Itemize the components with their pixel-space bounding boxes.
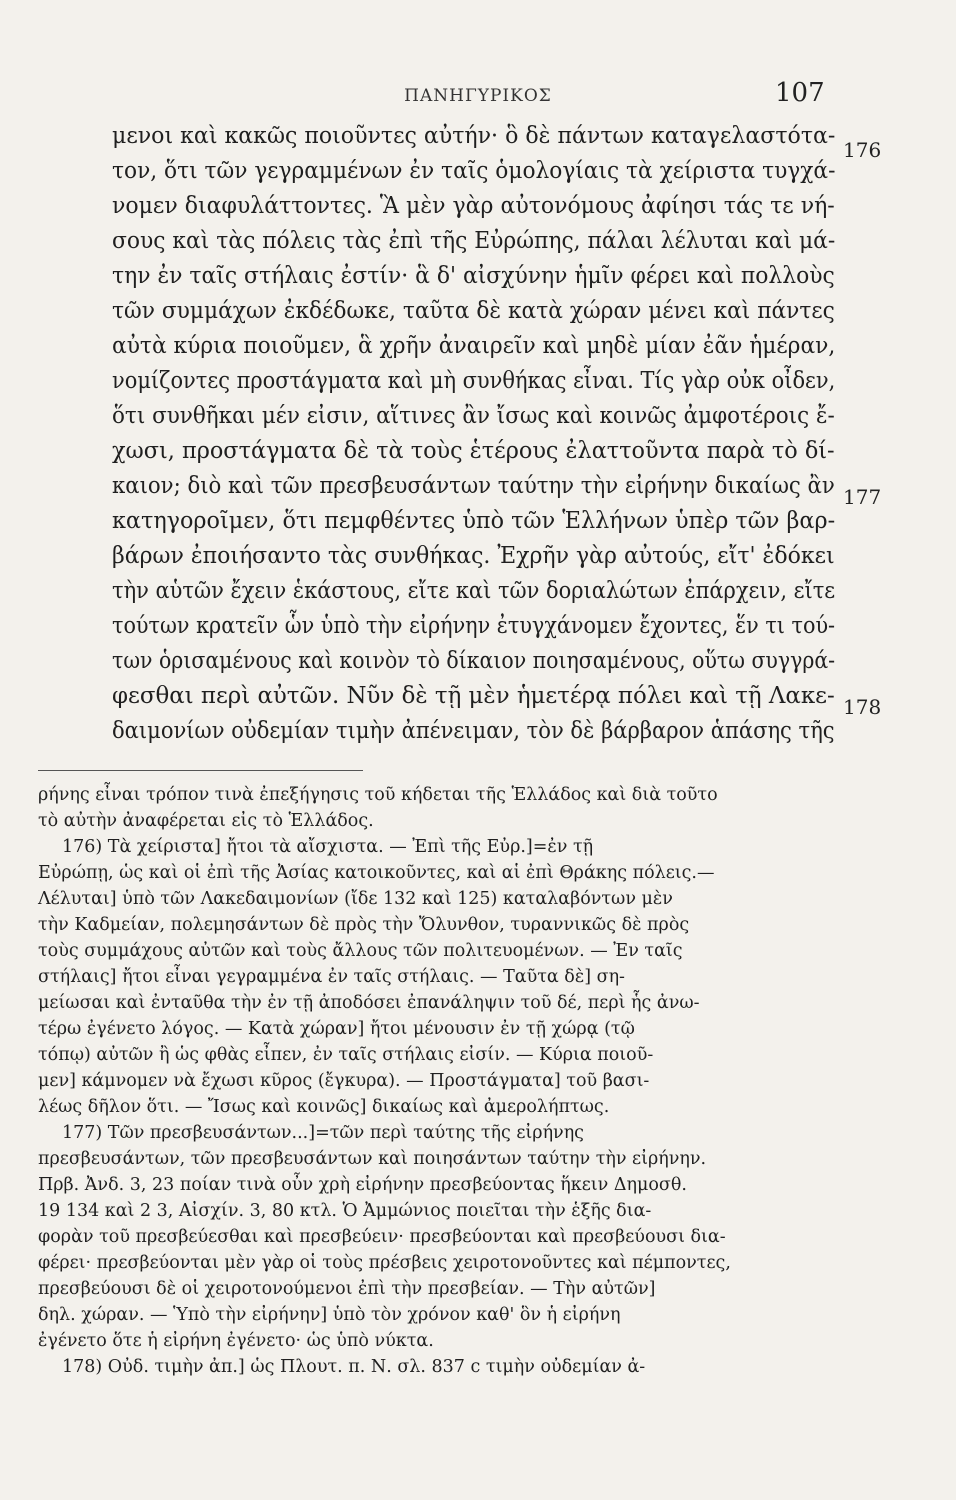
- note-line: μείωσαι καὶ ἐνταῦθα τὴν ἐν τῇ ἀποδόσει ἐπανάληψιν τοῦ δέ, περὶ ἧς ἀνω-: [38, 993, 700, 1013]
- note-line: τοὺς συμμάχους αὐτῶν καὶ τοὺς ἄλλους τῶν πολιτευομένων. — Ἐν ταῖς: [38, 941, 683, 961]
- text-line: σους καὶ τὰς πόλεις τὰς ἐπὶ τῆς Εὐρώπης, πάλαι λέλυται καὶ μά-: [112, 226, 836, 254]
- note-line: 177) Τῶν πρεσβευσάντων...]=τῶν περὶ ταύτης τῆς εἰρήνης: [62, 1123, 584, 1143]
- text-line: τον, ὅτι τῶν γεγραμμένων ἐν ταῖς ὁμολογίαις τὰ χείριστα τυγχά-: [112, 156, 836, 184]
- text-line: τῶν συμμάχων ἐκδέδωκε, ταῦτα δὲ κατὰ χώραν μένει καὶ πάντες: [112, 296, 835, 324]
- text-line: φεσθαι περὶ αὐτῶν. Νῦν δὲ τῇ μὲν ἡμετέρᾳ πόλει καὶ τῇ Λακε-: [112, 681, 835, 709]
- text-line: τούτων κρατεῖν ὧν ὑπὸ τὴν εἰρήνην ἐτυγχάνομεν ἔχοντες, ἕν τι τού-: [112, 611, 836, 639]
- margin-section-number: 178: [843, 695, 882, 719]
- note-line: ρήνης εἶναι τρόπον τινὰ ἐπεξήγησις τοῦ κήδεται τῆς Ἑλλάδος καὶ διὰ τοῦτο: [38, 785, 718, 805]
- text-line: καιον; διὸ καὶ τῶν πρεσβευσάντων ταύτην τὴν εἰρήνην δικαίως ἂν: [112, 471, 835, 499]
- text-line: νομεν διαφυλάττοντες. Ἃ μὲν γὰρ αὐτονόμους ἀφίησι τάς τε νή-: [112, 191, 835, 219]
- note-line: δηλ. χώραν. — Ὑπὸ τὴν εἰρήνην] ὑπὸ τὸν χρόνον καθ' ὃν ἡ εἰρήνη: [38, 1305, 621, 1325]
- note-line: τὸ αὐτὴν ἀναφέρεται εἰς τὸ Ἑλλάδος.: [38, 811, 374, 831]
- note-line: μεν] κάμνομεν νὰ ἔχωσι κῦρος (ἔγκυρα). — Προστάγματα] τοῦ βασι-: [38, 1071, 650, 1091]
- note-line: 178) Οὐδ. τιμὴν ἀπ.] ὡς Πλουτ. π. Ν. σλ. 837 c τιμὴν οὐδεμίαν ἀ-: [62, 1357, 646, 1377]
- footnote-rule: [38, 770, 363, 771]
- note-line: λέως δῆλον ὅτι. — Ἴσως καὶ κοινῶς] δικαίως καὶ ἀμερολήπτως.: [38, 1097, 610, 1117]
- margin-section-number: 177: [843, 485, 882, 509]
- note-line: ἐγένετο ὅτε ἡ εἰρήνη ἐγένετο· ὡς ὑπὸ νύκτα.: [38, 1331, 434, 1351]
- text-line: τὴν αὑτῶν ἔχειν ἑκάστους, εἴτε καὶ τῶν δοριαλώτων ἐπάρχειν, εἴτε: [112, 576, 836, 604]
- text-line: αὐτὰ κύρια ποιοῦμεν, ἃ χρῆν ἀναιρεῖν καὶ μηδὲ μίαν ἐᾶν ἡμέραν,: [112, 331, 836, 359]
- text-line: δαιμονίων οὐδεμίαν τιμὴν ἀπένειμαν, τὸν δὲ βάρβαρον ἁπάσης τῆς: [112, 716, 835, 744]
- note-line: στήλαις] ἤτοι εἶναι γεγραμμένα ἐν ταῖς στήλαις. — Ταῦτα δὲ] ση-: [38, 967, 625, 987]
- page-number: 107: [775, 78, 825, 108]
- text-line: ὅτι συνθῆκαι μέν εἰσιν, αἵτινες ἂν ἴσως καὶ κοινῶς ἀμφοτέροις ἔ-: [112, 401, 835, 429]
- note-line: πρεσβεύουσι δὲ οἱ χειροτονούμενοι ἐπὶ τὴν πρεσβείαν. — Τὴν αὐτῶν]: [38, 1279, 656, 1299]
- note-line: φέρει· πρεσβεύονται μὲν γὰρ οἱ τοὺς πρέσβεις χειροτονοῦντες καὶ πέμποντες,: [38, 1253, 731, 1273]
- note-line: Λέλυται] ὑπὸ τῶν Λακεδαιμονίων (ἴδε 132 καὶ 125) καταλαβόντων μὲν: [38, 889, 673, 909]
- note-line: τέρω ἐγένετο λόγος. — Κατὰ χώραν] ἤτοι μένουσιν ἐν τῇ χώρᾳ (τῷ: [38, 1019, 635, 1039]
- note-line: τόπῳ) αὐτῶν ἢ ὡς φθὰς εἶπεν, ἐν ταῖς στήλαις εἰσίν. — Κύρια ποιοῦ-: [38, 1045, 654, 1065]
- margin-section-number: 176: [843, 138, 882, 162]
- note-line: Πρβ. Ἀνδ. 3, 23 ποίαν τινὰ οὖν χρὴ εἰρήνην πρεσβεύοντας ἥκειν Δημοσθ.: [38, 1175, 687, 1195]
- note-line: 176) Τὰ χείριστα] ἤτοι τὰ αἴσχιστα. — Ἐπὶ τῆς Εὐρ.]=ἐν τῇ: [62, 837, 594, 857]
- text-line: των ὁρισαμένους καὶ κοινὸν τὸ δίκαιον ποιησαμένους, οὕτω συγγρά-: [112, 646, 836, 674]
- note-line: φορὰν τοῦ πρεσβεύεσθαι καὶ πρεσβεύειν· πρεσβεύονται καὶ πρεσβεύουσι δια-: [38, 1227, 726, 1247]
- note-line: πρεσβευσάντων, τῶν πρεσβευσάντων καὶ ποιησάντων ταύτην τὴν εἰρήνην.: [38, 1149, 707, 1169]
- text-line: νομίζοντες προστάγματα καὶ μὴ συνθήκας εἶναι. Τίς γὰρ οὐκ οἶδεν,: [112, 366, 836, 394]
- text-line: την ἐν ταῖς στήλαις ἐστίν· ἃ δ' αἰσχύνην ἡμῖν φέρει καὶ πολλοὺς: [112, 261, 835, 289]
- note-line: τὴν Καδμείαν, πολεμησάντων δὲ πρὸς τὴν Ὄλυνθον, τυραννικῶς δὲ πρὸς: [38, 915, 690, 935]
- note-line: Εὐρώπῃ, ὡς καὶ οἱ ἐπὶ τῆς Ἀσίας κατοικοῦντες, καὶ αἱ ἐπὶ Θράκης πόλεις.—: [38, 863, 715, 883]
- note-line: 19 134 καὶ 2 3, Αἰσχίν. 3, 80 κτλ. Ὁ Ἀμμώνιος ποιεῖται τὴν ἑξῆς δια-: [38, 1201, 652, 1221]
- text-line: κατηγοροῖμεν, ὅτι πεμφθέντες ὑπὸ τῶν Ἑλλήνων ὑπὲρ τῶν βαρ-: [112, 506, 836, 534]
- running-head: ΠΑΝΗΓΥΡΙΚΟΣ: [404, 86, 552, 106]
- text-line: χωσι, προστάγματα δὲ τὰ τοὺς ἑτέρους ἐλαττοῦντα παρὰ τὸ δί-: [112, 436, 835, 464]
- text-line: μενοι καὶ κακῶς ποιοῦντες αὐτήν· ὃ δὲ πάντων καταγελαστότα-: [112, 121, 836, 149]
- text-line: βάρων ἐποιήσαντο τὰς συνθήκας. Ἐχρῆν γὰρ αὐτούς, εἴτ' ἐδόκει: [112, 541, 835, 569]
